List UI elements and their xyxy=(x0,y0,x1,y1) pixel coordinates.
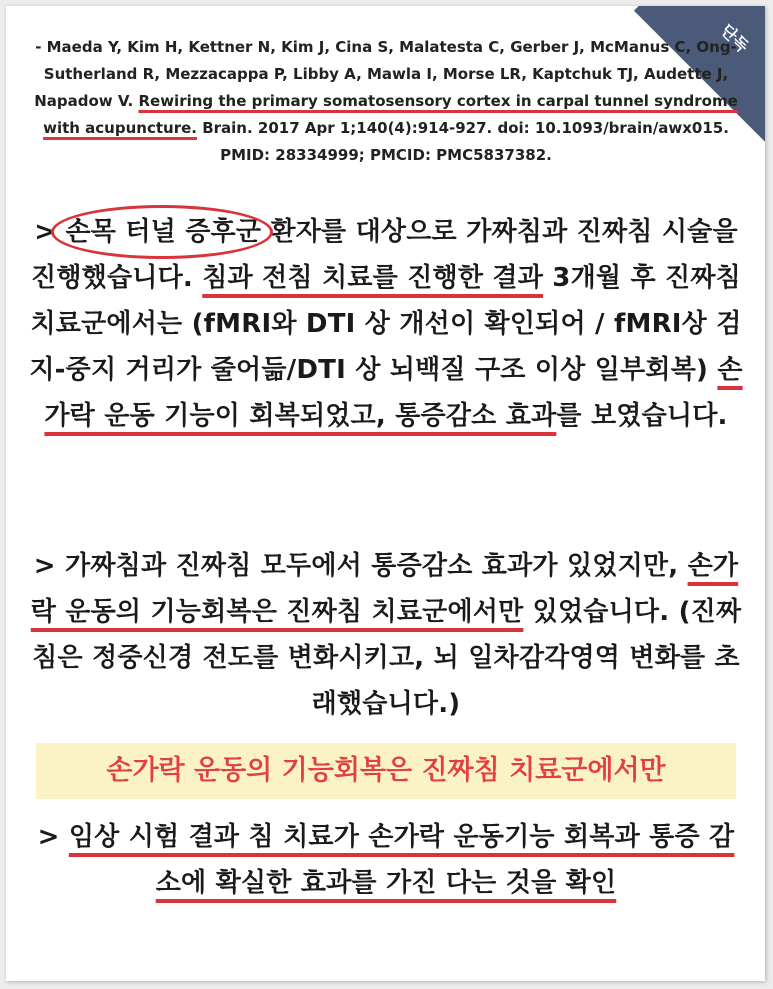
paragraph-1-prefix: > xyxy=(34,217,66,247)
citation-details: Brain. 2017 Apr 1;140(4):914-927. doi: 10.1093/brain/awx015. PMID: 28334999; PMCID: PMC5837382. xyxy=(196,119,729,164)
corner-ribbon-label: 단독 xyxy=(717,20,753,56)
paragraph-2 xyxy=(28,543,744,727)
paragraph-1-underline-a: 침과 전침 치료를 진행한 결과 xyxy=(202,263,544,293)
paragraph-1-text-a: 환자를 대상으로 가짜침과 진짜침 시술을 진행했습니다. xyxy=(31,217,738,293)
paragraph-2-text-a: > 가짜침과 진짜침 모두에서 통증감소 효과가 있었지만, xyxy=(33,551,688,581)
citation-authors: - Maeda Y, Kim H, Kettner N, Kim J, Cina S, Malatesta C, Gerber J, McManus C, Ong-Sutherland R, Mezzacappa P, Libby A, Mawla I, Morse LR, Kaptchuk TJ, Audette J, Napadow V. xyxy=(34,38,737,110)
document-card xyxy=(6,6,765,981)
paragraph-1 xyxy=(28,209,744,439)
citation-title: Rewiring the primary somatosensory cortex in carpal tunnel syndrome with acupuncture. xyxy=(43,92,738,137)
paragraph-1-text-c: 를 보였습니다. xyxy=(556,401,728,431)
paragraph-2-text-b: 있었습니다. (진짜침은 정중신경 전도를 변화시키고, 뇌 일차감각영역 변화를 초래했습니다.) xyxy=(32,597,742,719)
paragraph-3-prefix: > xyxy=(37,822,69,852)
highlight-statement: 손가락 운동의 기능회복은 진짜침 치료군에서만 xyxy=(36,743,736,799)
paragraph-3 xyxy=(28,814,744,906)
paragraph-1-underline-b: 손가락 운동 기능이 회복되었고, 통증감소 효과 xyxy=(44,355,743,431)
circled-term: 손목 터널 증후군 xyxy=(65,209,261,255)
paragraph-1-text-b: 3개월 후 진짜침 치료군에서는 (fMRI와 DTI 상 개선이 확인되어 / fMRI상 검지-중지 거리가 줄어듦/DTI 상 뇌백질 구조 이상 일부회복) xyxy=(29,263,742,385)
paragraph-3-underline: 임상 시험 결과 침 치료가 손가락 운동기능 회복과 통증 감소에 확실한 효과를 가진 다는 것을 확인 xyxy=(68,822,735,898)
paragraph-2-underline: 손가락 운동의 기능회복은 진짜침 치료군에서만 xyxy=(30,551,739,627)
citation xyxy=(28,34,744,169)
